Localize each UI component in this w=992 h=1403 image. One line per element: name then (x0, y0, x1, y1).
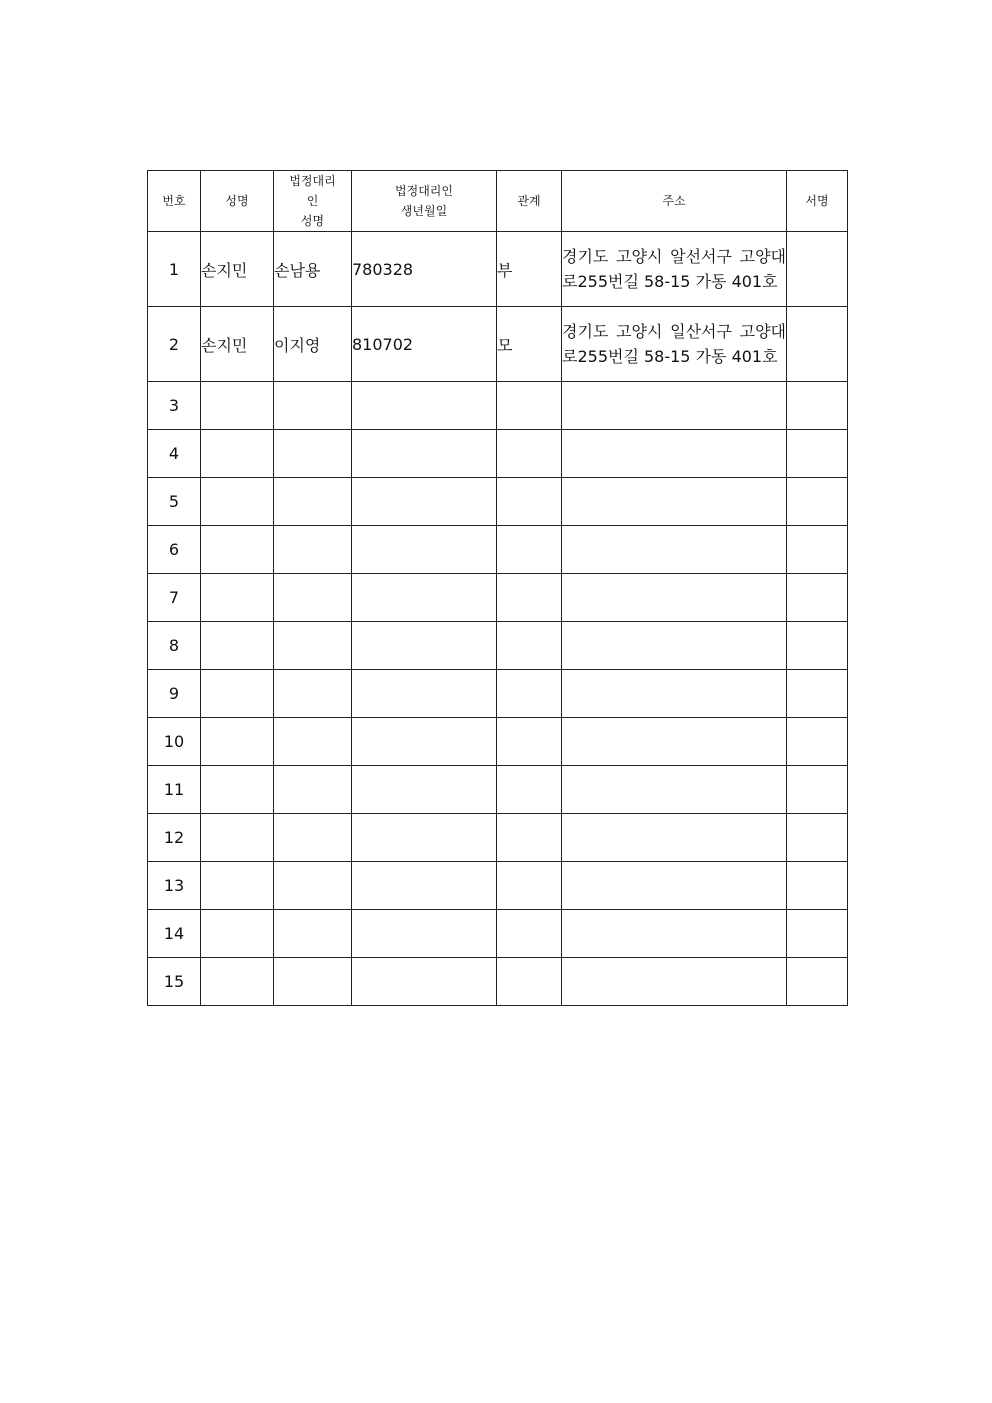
birthdate-cell: 780328 (352, 232, 497, 307)
header-row (148, 171, 848, 232)
signature-cell (787, 574, 848, 622)
relation-cell (497, 910, 562, 958)
signature-cell (787, 814, 848, 862)
table-row (148, 814, 848, 862)
guardian-name-cell (274, 382, 352, 430)
birthdate-cell (352, 430, 497, 478)
address-cell (562, 766, 787, 814)
relation-cell (497, 766, 562, 814)
birthdate-cell (352, 718, 497, 766)
row-number: 15 (148, 958, 201, 1006)
row-number: 1 (148, 232, 201, 307)
signature-cell (787, 430, 848, 478)
name-cell (201, 814, 274, 862)
table-row (148, 382, 848, 430)
birthdate-cell (352, 574, 497, 622)
name-cell: 손지민 (201, 232, 274, 307)
row-number: 2 (148, 307, 201, 382)
guardian-name-cell (274, 814, 352, 862)
birthdate-cell (352, 958, 497, 1006)
relation-cell (497, 574, 562, 622)
guardian-name-cell (274, 478, 352, 526)
address-cell (562, 382, 787, 430)
table-row (148, 622, 848, 670)
signature-cell (787, 910, 848, 958)
address-cell: 경기도 고양시 일산서구 고양대로255번길 58-15 가동 401호 (562, 307, 787, 382)
table-row (148, 430, 848, 478)
table-row (148, 574, 848, 622)
signature-cell (787, 232, 848, 307)
signature-cell (787, 766, 848, 814)
signature-cell (787, 526, 848, 574)
birthdate-cell (352, 766, 497, 814)
signature-cell (787, 307, 848, 382)
relation-cell (497, 814, 562, 862)
birthdate-cell (352, 910, 497, 958)
relation-cell (497, 526, 562, 574)
row-number: 3 (148, 382, 201, 430)
header-relation: 관계 (497, 171, 562, 232)
address-cell: 경기도 고양시 알선서구 고양대로255번길 58-15 가동 401호 (562, 232, 787, 307)
row-number: 6 (148, 526, 201, 574)
row-number: 10 (148, 718, 201, 766)
birthdate-cell (352, 814, 497, 862)
address-cell (562, 718, 787, 766)
relation-cell (497, 670, 562, 718)
address-cell (562, 478, 787, 526)
name-cell (201, 670, 274, 718)
row-number: 7 (148, 574, 201, 622)
row-number: 11 (148, 766, 201, 814)
guardian-name-cell (274, 862, 352, 910)
row-number: 13 (148, 862, 201, 910)
table-row (148, 958, 848, 1006)
table-row (148, 232, 848, 307)
birthdate-cell (352, 478, 497, 526)
table-row (148, 307, 848, 382)
table-row (148, 478, 848, 526)
name-cell (201, 430, 274, 478)
guardian-name-cell (274, 958, 352, 1006)
birthdate-cell (352, 670, 497, 718)
name-cell (201, 526, 274, 574)
signature-cell (787, 718, 848, 766)
table-row (148, 910, 848, 958)
birthdate-cell: 810702 (352, 307, 497, 382)
name-cell (201, 718, 274, 766)
birthdate-cell (352, 526, 497, 574)
row-number: 14 (148, 910, 201, 958)
table-row (148, 670, 848, 718)
guardian-name-cell (274, 910, 352, 958)
name-cell (201, 382, 274, 430)
address-cell (562, 526, 787, 574)
guardian-name-cell (274, 526, 352, 574)
signature-cell (787, 958, 848, 1006)
relation-cell (497, 382, 562, 430)
birthdate-cell (352, 622, 497, 670)
row-number: 8 (148, 622, 201, 670)
guardian-name-cell (274, 718, 352, 766)
birthdate-cell (352, 382, 497, 430)
guardian-consent-table (147, 170, 848, 1006)
name-cell (201, 910, 274, 958)
relation-cell (497, 718, 562, 766)
relation-cell (497, 958, 562, 1006)
birthdate-cell (352, 862, 497, 910)
relation-cell: 부 (497, 232, 562, 307)
address-cell (562, 862, 787, 910)
row-number: 12 (148, 814, 201, 862)
row-number: 9 (148, 670, 201, 718)
name-cell: 손지민 (201, 307, 274, 382)
name-cell (201, 958, 274, 1006)
signature-cell (787, 622, 848, 670)
table-row (148, 718, 848, 766)
signature-cell (787, 382, 848, 430)
relation-cell: 모 (497, 307, 562, 382)
table-row (148, 526, 848, 574)
address-cell (562, 430, 787, 478)
guardian-name-cell: 손남용 (274, 232, 352, 307)
row-number: 4 (148, 430, 201, 478)
address-cell (562, 670, 787, 718)
address-cell (562, 910, 787, 958)
guardian-name-cell: 이지영 (274, 307, 352, 382)
header-number: 번호 (148, 171, 201, 232)
header-guardian-birthdate: 법정대리인 생년월일 (352, 171, 497, 232)
guardian-name-cell (274, 430, 352, 478)
address-cell (562, 622, 787, 670)
table-row (148, 766, 848, 814)
row-number: 5 (148, 478, 201, 526)
guardian-name-cell (274, 574, 352, 622)
address-cell (562, 814, 787, 862)
name-cell (201, 574, 274, 622)
signature-cell (787, 862, 848, 910)
name-cell (201, 766, 274, 814)
guardian-name-cell (274, 670, 352, 718)
relation-cell (497, 478, 562, 526)
address-cell (562, 958, 787, 1006)
signature-cell (787, 478, 848, 526)
name-cell (201, 862, 274, 910)
relation-cell (497, 622, 562, 670)
signature-cell (787, 670, 848, 718)
address-cell (562, 574, 787, 622)
header-address: 주소 (562, 171, 787, 232)
header-signature: 서명 (787, 171, 848, 232)
relation-cell (497, 430, 562, 478)
guardian-name-cell (274, 622, 352, 670)
header-name: 성명 (201, 171, 274, 232)
name-cell (201, 622, 274, 670)
guardian-name-cell (274, 766, 352, 814)
table-row (148, 862, 848, 910)
header-guardian-name: 법정대리 인 성명 (274, 171, 352, 232)
name-cell (201, 478, 274, 526)
relation-cell (497, 862, 562, 910)
